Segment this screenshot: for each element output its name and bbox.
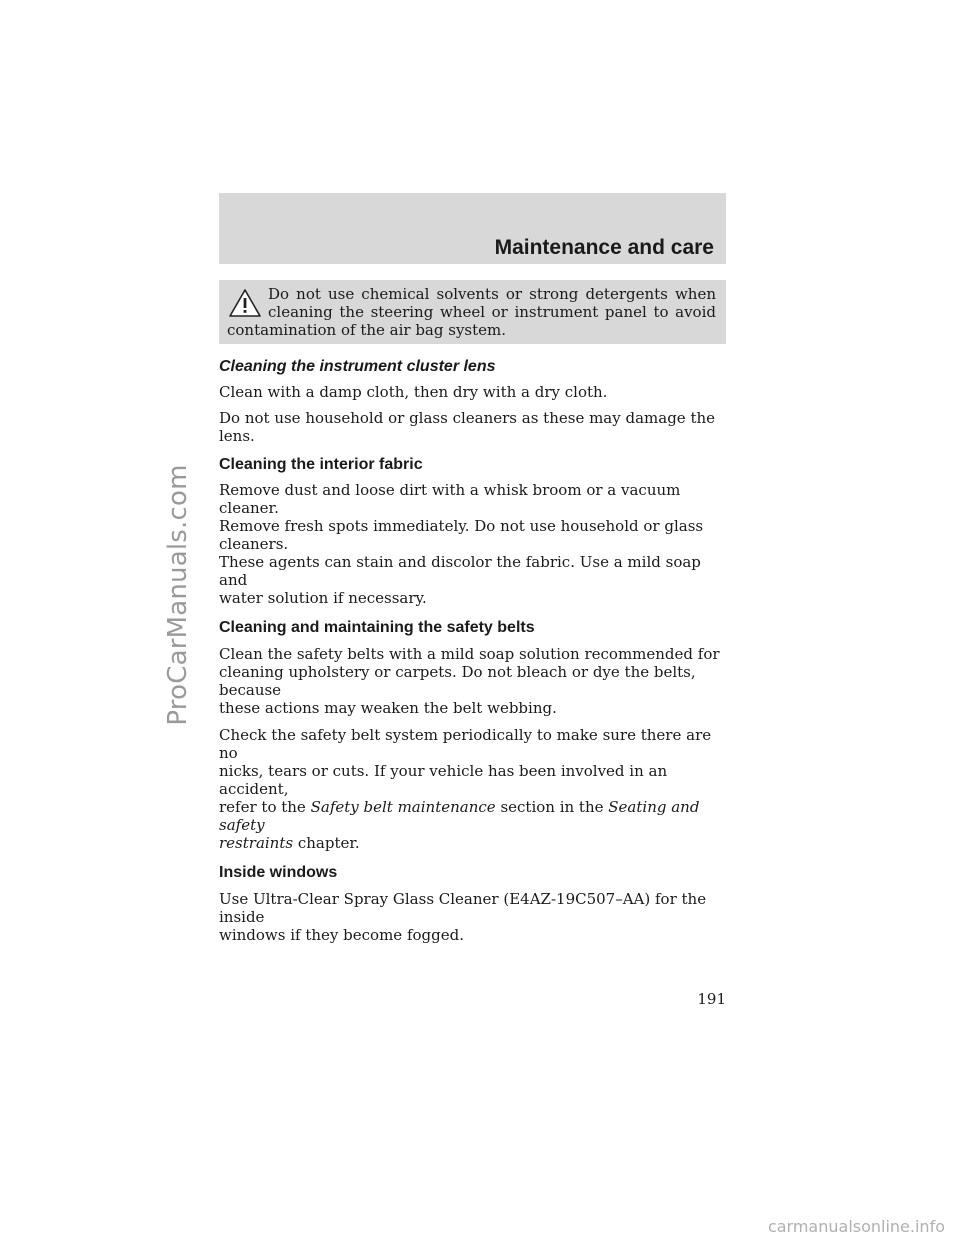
side-watermark: ProCarManuals.com: [163, 464, 193, 726]
paragraph-lens-caution: Do not use household or glass cleaners as these may damage the lens.: [219, 409, 716, 445]
footer-watermark: carmanualsonline.info: [767, 1217, 945, 1236]
paragraph-belts-clean: Clean the safety belts with a mild soap solution recommended for cleaning upholstery or carpets. Do not bleach or dye the belts, because these actions may weaken the belt webbing.: [219, 645, 720, 717]
warning-box: [219, 280, 726, 344]
paragraph-windows: Use Ultra-Clear Spray Glass Cleaner (E4AZ-19C507–AA) for the inside windows if they become fogged.: [219, 890, 707, 944]
section-header: [219, 193, 726, 264]
reference-seating-restraints-1: Seating and safety: [219, 798, 700, 834]
heading-interior-fabric: Cleaning the interior fabric: [219, 456, 423, 473]
heading-inside-windows: Inside windows: [219, 864, 338, 881]
section-title: Maintenance and care: [494, 236, 714, 259]
heading-instrument-cluster-lens: Cleaning the instrument cluster lens: [219, 358, 496, 375]
reference-seating-restraints-2: restraints: [219, 834, 294, 852]
page-number: 191: [697, 990, 726, 1008]
warning-text: Do not use chemical solvents or strong detergents when cleaning the steering wheel or instrument panel to avoid contamination of the air bag system.: [227, 285, 716, 339]
heading-safety-belts: Cleaning and maintaining the safety belts: [219, 619, 535, 636]
paragraph-lens-clean: Clean with a damp cloth, then dry with a dry cloth.: [219, 383, 608, 401]
reference-safety-belt-maintenance: Safety belt maintenance: [310, 798, 496, 816]
paragraph-belts-check: Check the safety belt system periodically to make sure there are no nicks, tears or cuts. If your vehicle has been involved in an accident, refer to the Safety belt maintenance section in the Seating and safety restraints chapter.: [219, 726, 712, 852]
page-content: [219, 358, 729, 944]
paragraph-fabric: Remove dust and loose dirt with a whisk broom or a vacuum cleaner. Remove fresh spots immediately. Do not use household or glass cleaners. These agents can stain and discolor the fabric. Use a mild soap and water solution if necessary.: [219, 481, 704, 607]
